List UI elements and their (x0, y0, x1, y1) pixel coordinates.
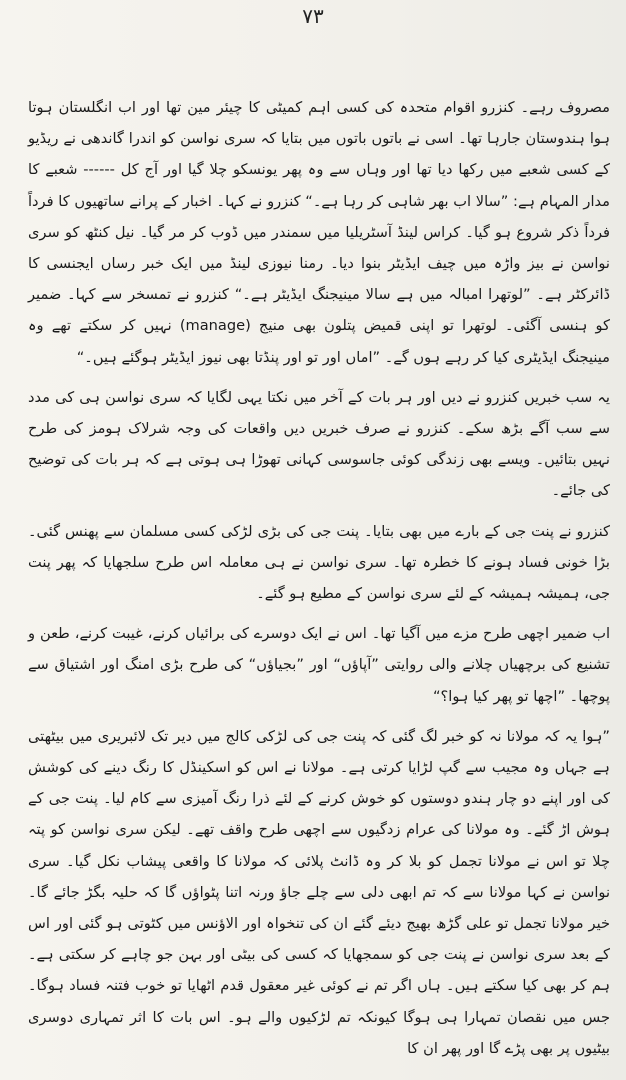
paragraph: اب ضمیر اچھی طرح مزے میں آگیا تھا۔ اس نے ایک دوسرے کی برائیاں کرنے، غیبت کرنے، طعن و تشنیع کی برچھیاں چلانے والی روایتی ”آپاؤں“ اور ”بجیاؤں“ کی طرح بڑی امنگ اور اشتیاق سے پوچھا۔ ”اچھا تو پھر کیا ہوا؟“ (28, 625, 610, 705)
paragraph: مصروف رہے۔ کنزرو اقوام متحدہ کی کسی اہم کمیٹی کا چیئر مین تھا اور اب انگلستان ہوتا ہوا ہندوستان جارہا تھا۔ اسی نے باتوں باتوں میں بتایا کہ سری نواسن کو اندرا گاندھی نے ریڈیو کے کسی شعبے میں رکھا دیا تھا اور وہاں سے وہ پھر یونسکو چلا گیا اور آج کل ------ شعبے کا مدار المہام ہے: ”سالا اب بھر شاہی کر رہا ہے۔“ کنزرو نے کہا۔ اخبار کے پرانے ساتھیوں کا فرداً فرداً ذکر شروع ہو گیا۔ کراس لینڈ آسٹریلیا میں سمندر میں ڈوب کر مر گیا۔ نیل کنٹھ کو سری نواسن نے بیز واڑہ میں چیف ایڈیٹر بنوا دیا۔ رمنا نیوزی لینڈ میں ایک خبر رساں ایجنسی کا ڈائرکٹر ہے۔ ”لوتھرا امبالہ میں ہے سالا مینیجنگ ایڈیٹر ہے۔“ کنزرو نے تمسخر سے کہا۔ ضمیر کو ہنسی آگئی۔ لوتھرا تو اپنی قمیض پتلون بھی منیج (manage) نہیں کر سکتے تھے وہ مینیجنگ ایڈیٹری کیا کر رہے ہوں گے۔ ”اماں اور تو اور پنڈتا بھی نیوز ایڈیٹر ہوگئے ہیں۔“ (28, 99, 610, 366)
page-body (28, 92, 610, 1073)
paragraph: کنزرو نے پنت جی کے بارے میں بھی بتایا۔ پنت جی کی بڑی لڑکی کسی مسلمان سے پھنس گئی۔ بڑا خونی فساد ہونے کا خطرہ تھا۔ سری نواسن نے ہی معاملہ اس طرح سلجھایا کہ پھر پنت جی، ہمیشہ ہمیشہ کے لئے سری نواسن کے مطیع ہو گئے۔ (28, 522, 610, 603)
page-number: ۷۳ (302, 4, 324, 28)
paragraph: یہ سب خبریں کنزرو نے دیں اور ہر بات کے آخر میں نکتا یہی لگایا کہ سری نواسن ہی کی مدد سے سب آگے بڑھ سکے۔ کنزرو نے صرف خبریں دیں واقعات کی وجہ شرلاک ہومز کی طرح نہیں بتائیں۔ ویسے بھی زندگی کوئی جاسوسی کہانی تھوڑا ہی ہوتی ہے کہ ہر بات کی توضیح کی جائے۔ (28, 388, 610, 500)
paragraph: ”ہوا یہ کہ مولانا نہ کو خبر لگ گئی کہ پنت جی کی لڑکی کالج میں دیر تک لائبریری میں بیٹھتی ہے جہاں وہ مجیب سے گپ لڑایا کرتی ہے۔ مولانا نے اس کو اسکینڈل کا رنگ دینے کی کوشش کی اور اپنے دو چار ہندو دوستوں کو خوش کرنے کے لئے ذرا رنگ آمیزی سے کام لیا۔ پنت جی کے ہوش اڑ گئے۔ وہ مولانا کی عرام زدگیوں سے اچھی طرح واقف تھے۔ لیکن سری نواسن کو پتہ چلا تو اس نے مولانا تجمل کو بلا کر وہ ڈانٹ پلائی کہ مولانا کا واقعی پیشاب نکل گیا۔ سری نواسن نے کہا مولانا سے کہ تم ابھی دلی سے چلے جاؤ ورنہ اتنا پٹواؤں گا کہ حلیہ بگڑ جائے گا۔ خیر مولانا تجمل تو علی گڑھ بھیج دیئے گئے ان کی تنخواہ اور الاؤنس میں کٹوتی ہو گئی اور اس کے بعد سری نواسن نے پنت جی کو سمجھایا کہ کسی کی بیٹی اور بہن جو چاہے کر سکتی ہے۔ ہم کر بھی کیا سکتے ہیں۔ ہاں اگر تم نے کوئی غیر معقول قدم اٹھایا تو خوب فتنہ فساد ہوگا۔ جس میں نقصان تمہارا ہی ہوگا کیونکہ تم لڑکیوں والے ہو۔ اس بات کا اثر تمہاری دوسری بیٹیوں پر بھی پڑے گا اور پھر ان کا (28, 727, 610, 1057)
